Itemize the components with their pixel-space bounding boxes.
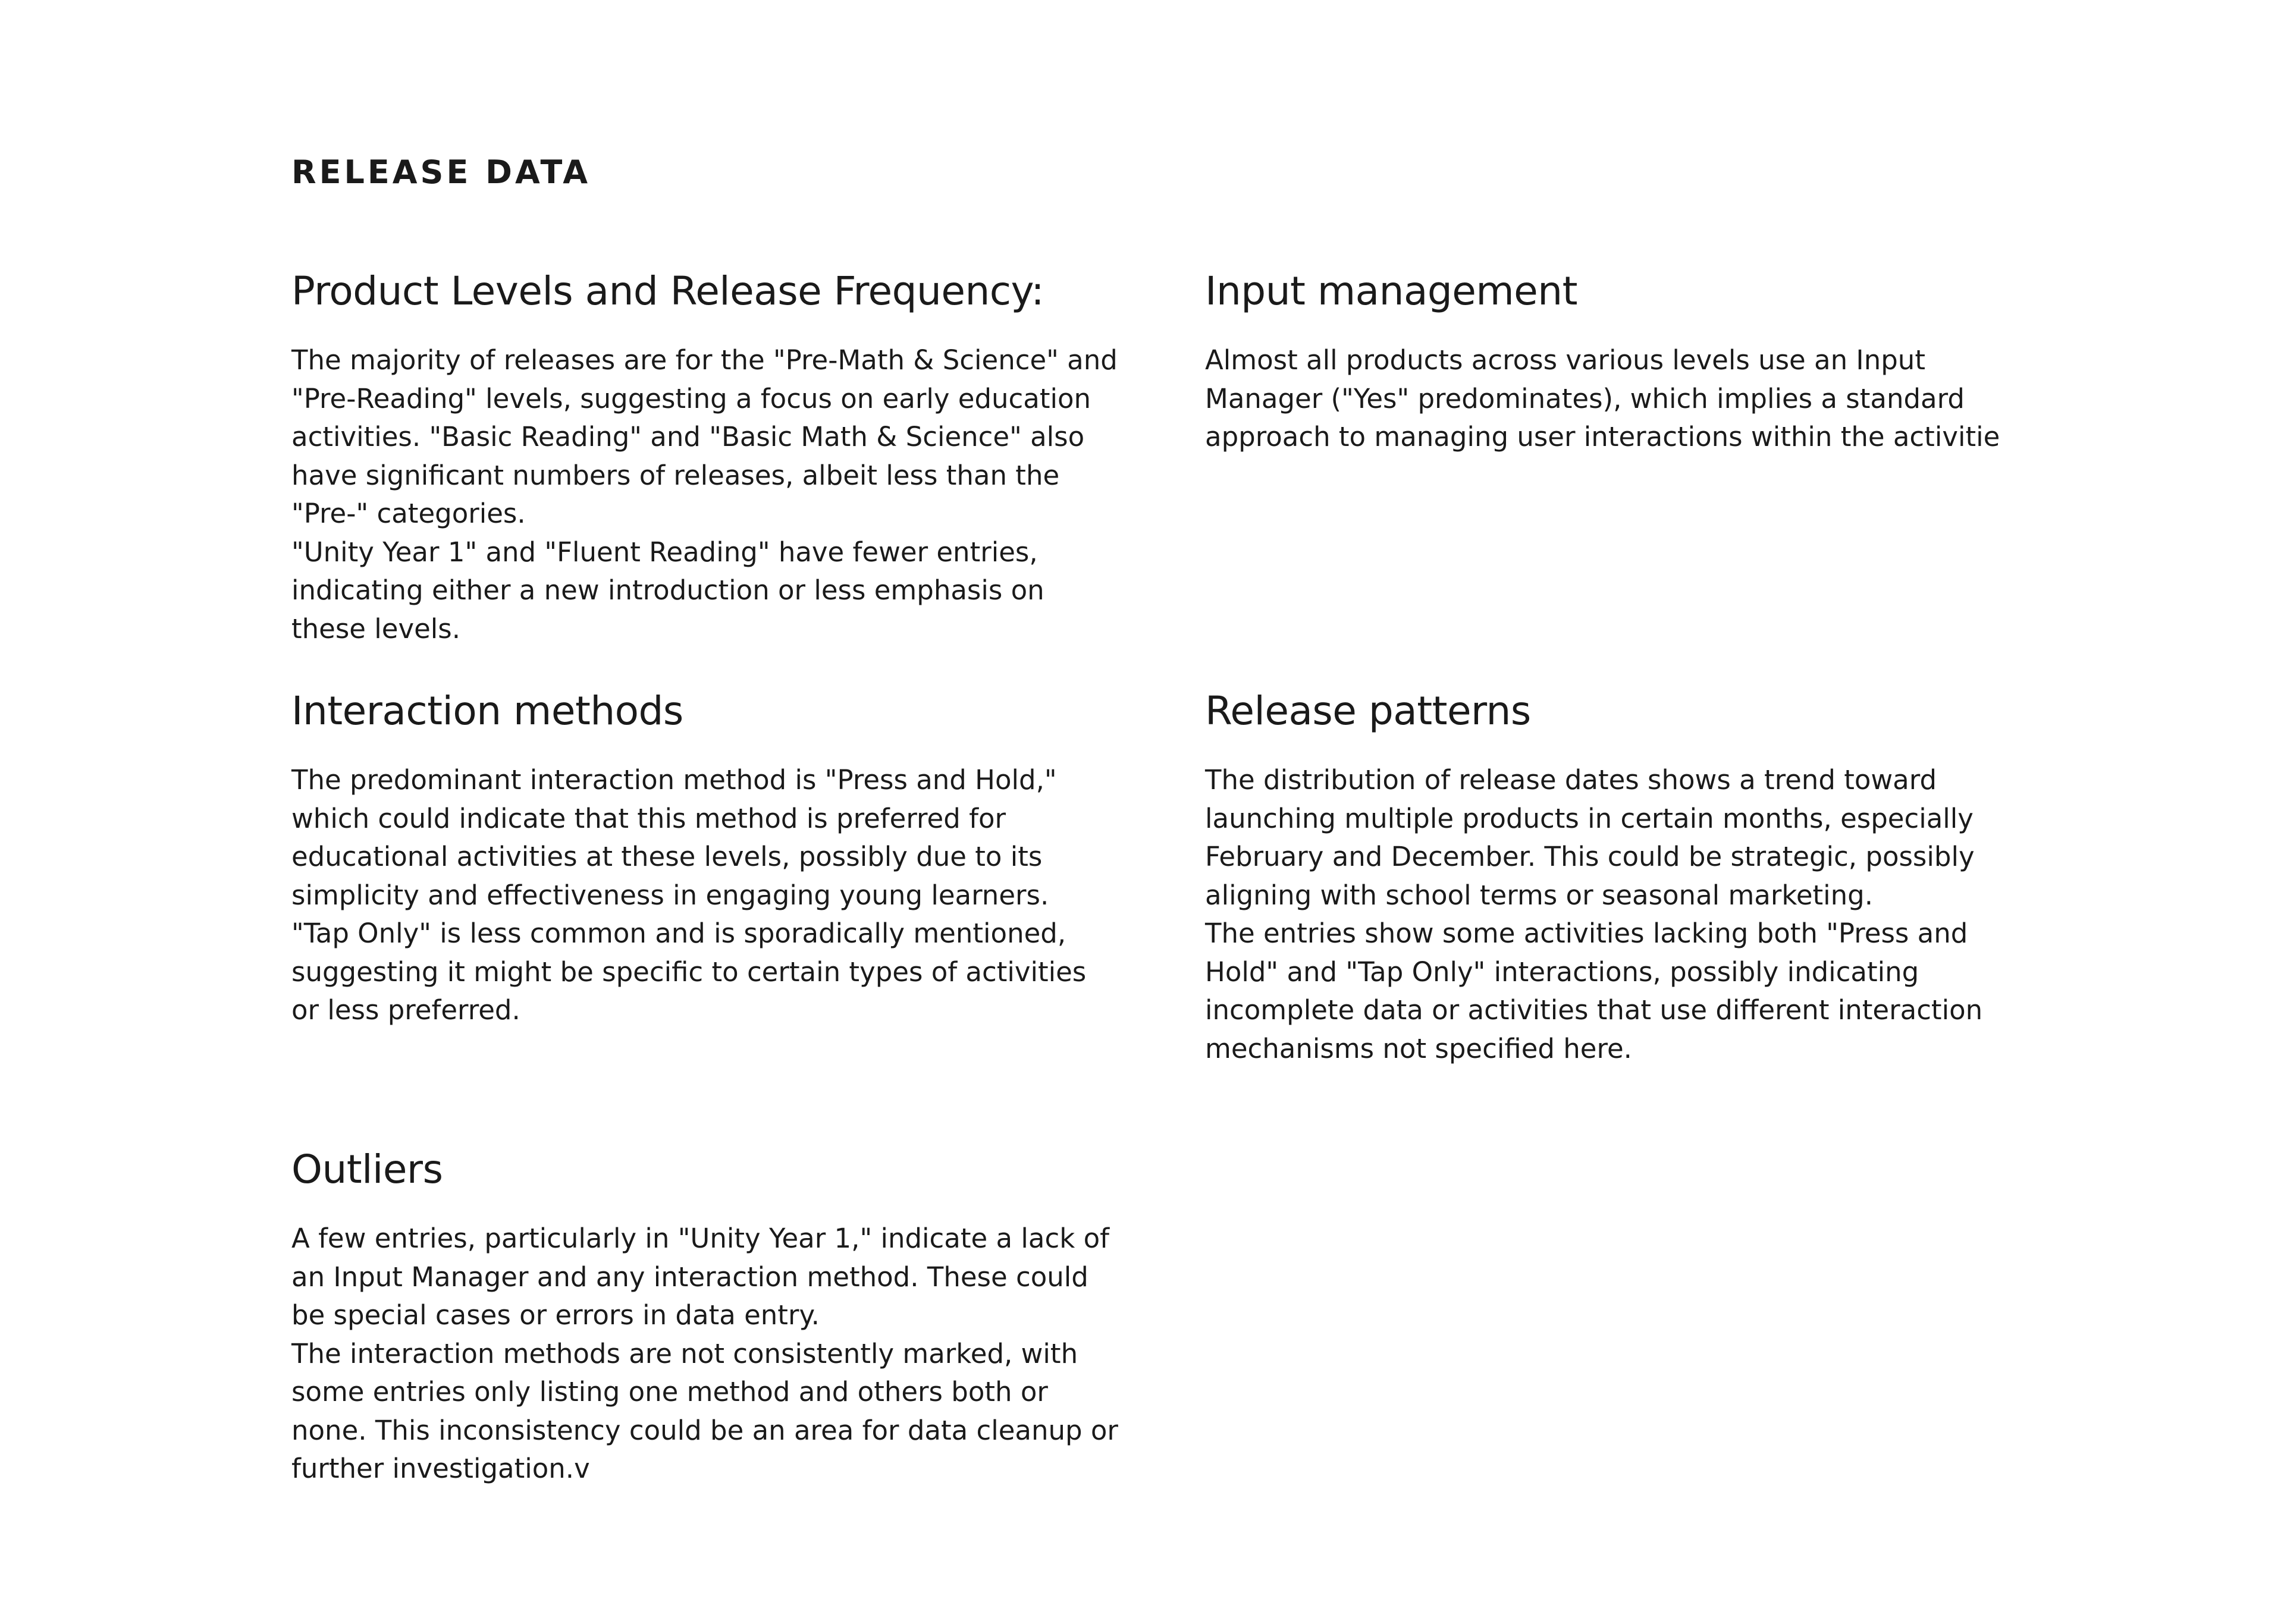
paragraph: "Tap Only" is less common and is sporadically mentioned, suggesting it might be specific to certain types of activities or less preferred. (291, 918, 1087, 1026)
paragraph: The distribution of release dates shows a trend toward launching multiple products in certain months, especially February and December. This could be strategic, possibly aligning with school terms or seasonal marketing. (1205, 764, 1975, 911)
section-body-product-levels (291, 341, 1118, 648)
section-body-release-patterns (1205, 761, 2032, 1068)
section-body-outliers (291, 1220, 1118, 1488)
section-body-interaction-methods (291, 761, 1118, 1030)
page-title: RELEASE DATA (291, 153, 591, 191)
paragraph: The entries show some activities lacking both "Press and Hold" and "Tap Only" interactions, possibly indicating incomplete data or activities that use different interaction mechanisms not specified here. (1205, 918, 1983, 1064)
paragraph: The predominant interaction method is "Press and Hold," which could indicate that this method is preferred for educational activities at these levels, possibly due to its simplicity and effectiveness in engaging young learners. (291, 764, 1057, 911)
section-title-product-levels: Product Levels and Release Frequency: (291, 268, 1044, 314)
section-release-patterns (1205, 687, 2032, 1068)
paragraph: A few entries, particularly in "Unity Year 1," indicate a lack of an Input Manager and any interaction method. These could be special cases or errors in data entry. (291, 1223, 1109, 1331)
section-outliers (291, 1146, 1118, 1488)
section-body-input-management (1205, 341, 2032, 457)
section-interaction-methods (291, 687, 1118, 1030)
section-title-interaction-methods: Interaction methods (291, 688, 683, 734)
paragraph: Almost all products across various levels use an Input Manager ("Yes" predominates), which implies a standard approach to managing user interactions within the activitie (1205, 344, 2000, 453)
section-input-management (1205, 268, 2032, 457)
section-title-release-patterns: Release patterns (1205, 688, 1531, 734)
paragraph: The interaction methods are not consistently marked, with some entries only listing one method and others both or none. This inconsistency could be an area for data cleanup or further investigation.v (291, 1337, 1118, 1484)
section-title-input-management: Input management (1205, 268, 1577, 314)
paragraph: "Unity Year 1" and "Fluent Reading" have fewer entries, indicating either a new introduction or less emphasis on these levels. (291, 536, 1044, 645)
paragraph: The majority of releases are for the "Pre-Math & Science" and "Pre-Reading" levels, suggesting a focus on early education activities. "Basic Reading" and "Basic Math & Science" also have significant numbers of releases, albeit less than the "Pre-" categories. (291, 344, 1118, 529)
section-title-outliers: Outliers (291, 1146, 443, 1192)
section-product-levels (291, 268, 1118, 648)
